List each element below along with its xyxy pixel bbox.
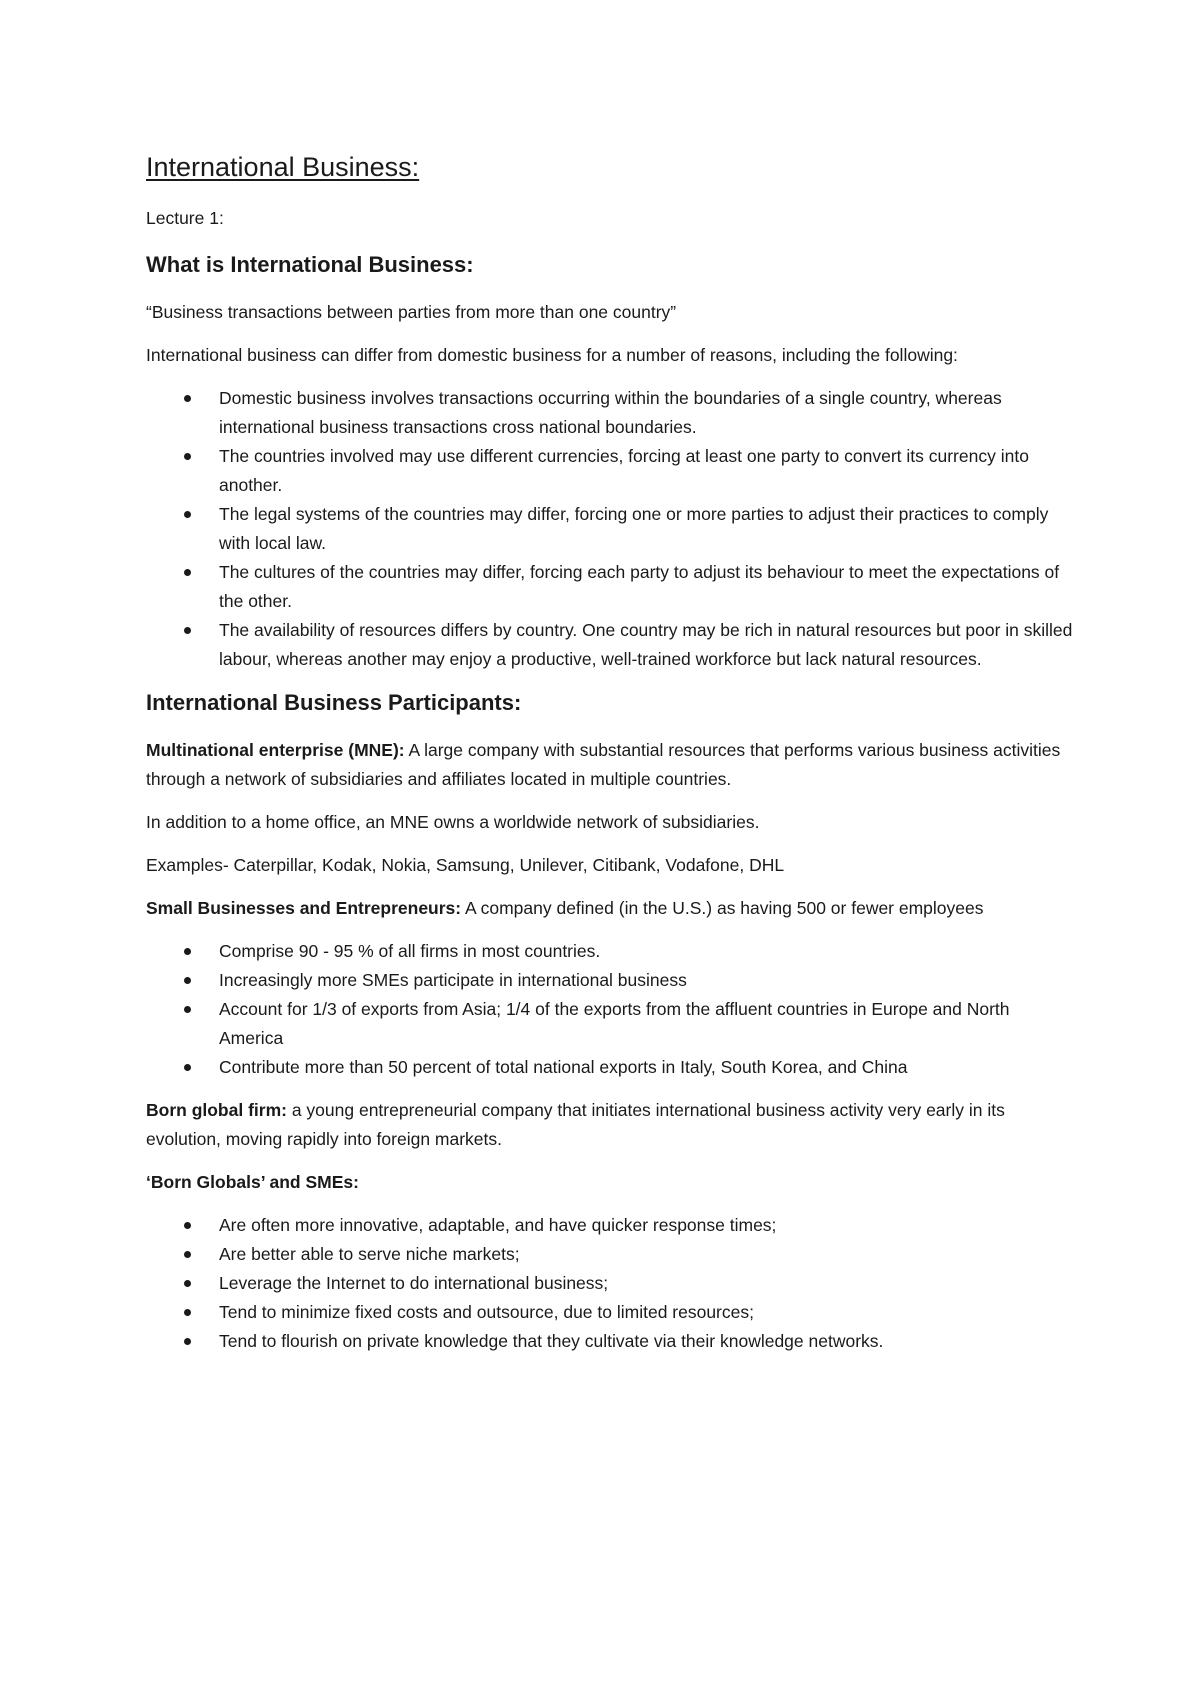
list-item-text: The legal systems of the countries may differ, forcing one or more parties to adjust their practices to comply with local law. [219,504,1049,553]
sme-definition: A company defined (in the U.S.) as having 500 or fewer employees [461,898,984,918]
bullet-icon [184,511,191,518]
mne-term: Multinational enterprise (MNE): [146,740,405,760]
list-item [146,384,1076,442]
mne-definition: A large company with substantial resources that performs various business activities through a network of subsidiaries and affiliates located in multiple countries. [146,740,1061,789]
list-item [146,500,1076,558]
list-item-text: Account for 1/3 of exports from Asia; 1/4 of the exports from the affluent countries in Europe and North America [219,999,1010,1048]
bullet-icon [184,1309,191,1316]
list-item [146,1053,1076,1082]
list-item-text: Tend to flourish on private knowledge that they cultivate via their knowledge networks. [219,1331,884,1351]
list-item-text: Comprise 90 - 95 % of all firms in most countries. [219,941,601,961]
list-item-text: The cultures of the countries may differ, forcing each party to adjust its behaviour to meet the expectations of the other. [219,562,1060,611]
bullet-icon [184,1338,191,1345]
lecture-label: Lecture 1: [146,208,224,228]
list-item-text: Contribute more than 50 percent of total national exports in Italy, South Korea, and China [219,1057,908,1077]
list-item [146,1240,1076,1269]
differences-list [146,384,1076,674]
bullet-icon [184,1006,191,1013]
list-item [146,558,1076,616]
mne-paragraph [146,736,1076,794]
list-item [146,1269,1076,1298]
document-title: International Business: [146,152,420,182]
list-item-text: The countries involved may use different currencies, forcing at least one party to convert its currency into another. [219,446,1029,495]
bullet-icon [184,977,191,984]
bullet-icon [184,1222,191,1229]
born-global-term: Born global firm: [146,1100,287,1120]
list-item-text: Increasingly more SMEs participate in international business [219,970,687,990]
bullet-icon [184,453,191,460]
section-heading-what-is: What is International Business: [146,252,474,277]
born-global-paragraph [146,1096,1076,1154]
sme-list [146,937,1076,1082]
bullet-icon [184,948,191,955]
list-item-text: Domestic business involves transactions occurring within the boundaries of a single country, whereas international business transactions cross national boundaries. [219,388,1002,437]
list-item [146,1327,1076,1356]
list-item [146,442,1076,500]
list-item [146,937,1076,966]
list-item-text: Are often more innovative, adaptable, and have quicker response times; [219,1215,777,1235]
section-heading-participants: International Business Participants: [146,690,522,715]
list-item-text: Are better able to serve niche markets; [219,1244,520,1264]
bullet-icon [184,395,191,402]
born-globals-smes-label: ‘Born Globals’ and SMEs: [146,1172,359,1192]
bullet-icon [184,1280,191,1287]
bullet-icon [184,1064,191,1071]
list-item [146,966,1076,995]
sme-paragraph [146,894,1076,923]
mne-home-office: In addition to a home office, an MNE owns a worldwide network of subsidiaries. [146,812,760,832]
intro-paragraph: International business can differ from domestic business for a number of reasons, including the following: [146,345,958,365]
bullet-icon [184,627,191,634]
list-item-text: The availability of resources differs by country. One country may be rich in natural resources but poor in skilled labour, whereas another may enjoy a productive, well-trained workforce but lack natural resources. [219,620,1073,669]
definition-quote: “Business transactions between parties from more than one country” [146,302,677,322]
list-item-text: Leverage the Internet to do international business; [219,1273,609,1293]
list-item [146,995,1076,1053]
bullet-icon [184,1251,191,1258]
list-item [146,1211,1076,1240]
sme-term: Small Businesses and Entrepreneurs: [146,898,462,918]
mne-examples: Examples- Caterpillar, Kodak, Nokia, Samsung, Unilever, Citibank, Vodafone, DHL [146,855,785,875]
list-item [146,1298,1076,1327]
list-item [146,616,1076,674]
document-page [146,150,1076,1370]
born-globals-list [146,1211,1076,1356]
bullet-icon [184,569,191,576]
born-global-definition: a young entrepreneurial company that initiates international business activity very early in its evolution, moving rapidly into foreign markets. [146,1100,1005,1149]
list-item-text: Tend to minimize fixed costs and outsource, due to limited resources; [219,1302,754,1322]
